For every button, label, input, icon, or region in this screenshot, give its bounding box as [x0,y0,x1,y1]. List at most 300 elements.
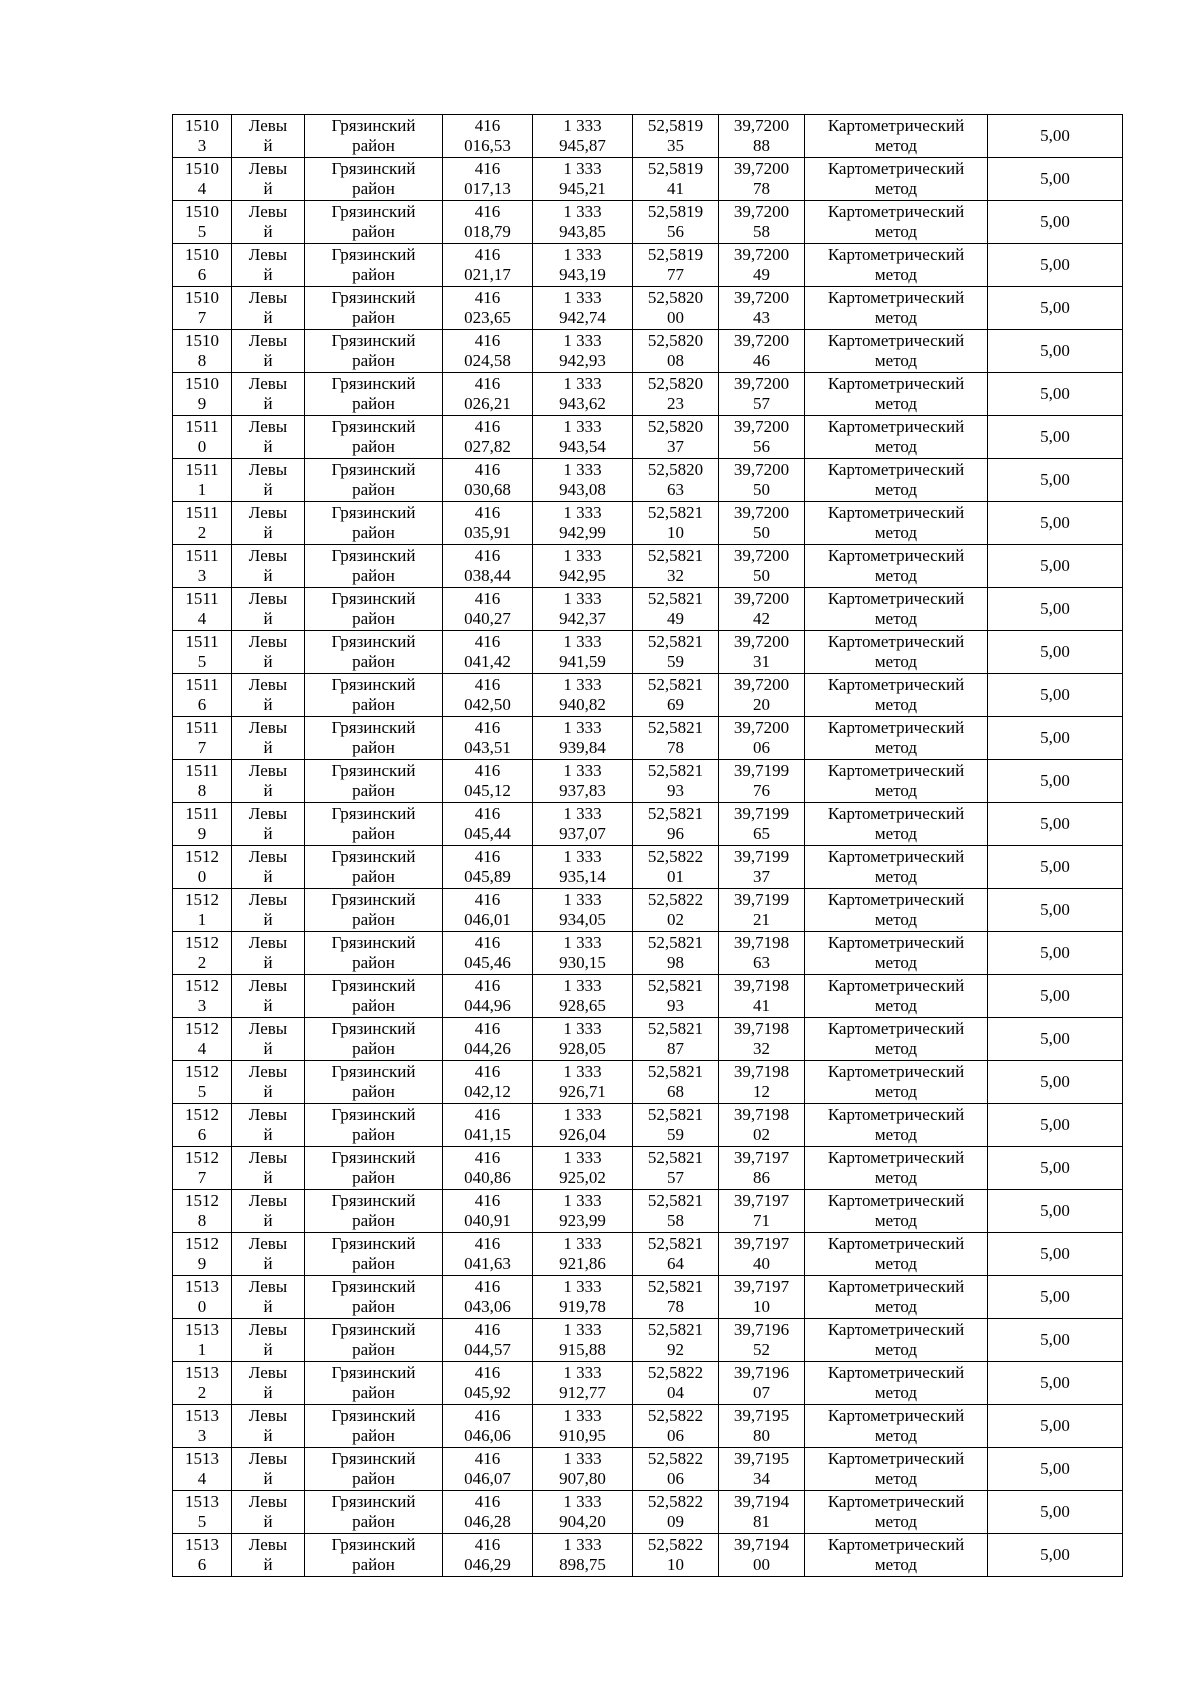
point-number-cell: 1510 7 [173,287,232,330]
table-row [173,287,1123,330]
y-coordinate-cell: 1 333 943,08 [533,459,633,502]
method-cell: Картометрический метод [805,1104,988,1147]
y-coordinate-cell: 1 333 928,05 [533,1018,633,1061]
side-cell: Левы й [232,115,305,158]
table-row [173,502,1123,545]
x-coordinate-cell: 416 044,26 [443,1018,533,1061]
accuracy-cell: 5,00 [988,1061,1123,1104]
longitude-cell: 39,7196 07 [719,1362,805,1405]
point-number-cell: 1511 1 [173,459,232,502]
table-row [173,803,1123,846]
district-cell: Грязинский район [305,1491,443,1534]
longitude-cell: 39,7198 02 [719,1104,805,1147]
method-cell: Картометрический метод [805,760,988,803]
longitude-cell: 39,7199 37 [719,846,805,889]
longitude-cell: 39,7200 43 [719,287,805,330]
district-cell: Грязинский район [305,416,443,459]
accuracy-cell: 5,00 [988,115,1123,158]
table-row [173,244,1123,287]
y-coordinate-cell: 1 333 942,99 [533,502,633,545]
x-coordinate-cell: 416 046,28 [443,1491,533,1534]
side-cell: Левы й [232,588,305,631]
side-cell: Левы й [232,416,305,459]
accuracy-cell: 5,00 [988,1534,1123,1577]
x-coordinate-cell: 416 046,07 [443,1448,533,1491]
table-row [173,717,1123,760]
district-cell: Грязинский район [305,1233,443,1276]
x-coordinate-cell: 416 043,06 [443,1276,533,1319]
method-cell: Картометрический метод [805,674,988,717]
accuracy-cell: 5,00 [988,717,1123,760]
x-coordinate-cell: 416 043,51 [443,717,533,760]
district-cell: Грязинский район [305,803,443,846]
y-coordinate-cell: 1 333 919,78 [533,1276,633,1319]
table-row [173,1491,1123,1534]
y-coordinate-cell: 1 333 942,37 [533,588,633,631]
point-number-cell: 1513 1 [173,1319,232,1362]
point-number-cell: 1511 8 [173,760,232,803]
longitude-cell: 39,7197 71 [719,1190,805,1233]
district-cell: Грязинский район [305,115,443,158]
district-cell: Грязинский район [305,1405,443,1448]
table-row [173,1405,1123,1448]
point-number-cell: 1513 2 [173,1362,232,1405]
district-cell: Грязинский район [305,1018,443,1061]
district-cell: Грязинский район [305,1190,443,1233]
method-cell: Картометрический метод [805,1405,988,1448]
side-cell: Левы й [232,1147,305,1190]
y-coordinate-cell: 1 333 943,85 [533,201,633,244]
accuracy-cell: 5,00 [988,1276,1123,1319]
longitude-cell: 39,7200 50 [719,459,805,502]
x-coordinate-cell: 416 042,12 [443,1061,533,1104]
side-cell: Левы й [232,1362,305,1405]
method-cell: Картометрический метод [805,244,988,287]
side-cell: Левы й [232,1448,305,1491]
y-coordinate-cell: 1 333 937,07 [533,803,633,846]
table-row [173,373,1123,416]
table-row [173,1061,1123,1104]
district-cell: Грязинский район [305,932,443,975]
table-row [173,889,1123,932]
method-cell: Картометрический метод [805,201,988,244]
point-number-cell: 1513 0 [173,1276,232,1319]
accuracy-cell: 5,00 [988,287,1123,330]
latitude-cell: 52,5822 02 [633,889,719,932]
accuracy-cell: 5,00 [988,1104,1123,1147]
point-number-cell: 1511 5 [173,631,232,674]
accuracy-cell: 5,00 [988,889,1123,932]
x-coordinate-cell: 416 041,63 [443,1233,533,1276]
longitude-cell: 39,7194 00 [719,1534,805,1577]
x-coordinate-cell: 416 045,89 [443,846,533,889]
table-row [173,545,1123,588]
accuracy-cell: 5,00 [988,1362,1123,1405]
table-row [173,1362,1123,1405]
method-cell: Картометрический метод [805,1276,988,1319]
point-number-cell: 1510 5 [173,201,232,244]
table-row [173,158,1123,201]
accuracy-cell: 5,00 [988,502,1123,545]
method-cell: Картометрический метод [805,717,988,760]
side-cell: Левы й [232,373,305,416]
y-coordinate-cell: 1 333 926,71 [533,1061,633,1104]
point-number-cell: 1510 9 [173,373,232,416]
method-cell: Картометрический метод [805,1362,988,1405]
table-row [173,115,1123,158]
latitude-cell: 52,5822 10 [633,1534,719,1577]
side-cell: Левы й [232,1319,305,1362]
accuracy-cell: 5,00 [988,545,1123,588]
accuracy-cell: 5,00 [988,373,1123,416]
latitude-cell: 52,5820 23 [633,373,719,416]
method-cell: Картометрический метод [805,502,988,545]
district-cell: Грязинский район [305,588,443,631]
district-cell: Грязинский район [305,889,443,932]
method-cell: Картометрический метод [805,1233,988,1276]
longitude-cell: 39,7194 81 [719,1491,805,1534]
accuracy-cell: 5,00 [988,674,1123,717]
method-cell: Картометрический метод [805,1491,988,1534]
district-cell: Грязинский район [305,717,443,760]
y-coordinate-cell: 1 333 921,86 [533,1233,633,1276]
x-coordinate-cell: 416 040,27 [443,588,533,631]
table-body [173,115,1123,1577]
latitude-cell: 52,5820 08 [633,330,719,373]
district-cell: Грязинский район [305,631,443,674]
accuracy-cell: 5,00 [988,330,1123,373]
method-cell: Картометрический метод [805,416,988,459]
longitude-cell: 39,7198 41 [719,975,805,1018]
latitude-cell: 52,5821 92 [633,1319,719,1362]
y-coordinate-cell: 1 333 910,95 [533,1405,633,1448]
point-number-cell: 1511 3 [173,545,232,588]
method-cell: Картометрический метод [805,459,988,502]
y-coordinate-cell: 1 333 935,14 [533,846,633,889]
point-number-cell: 1511 2 [173,502,232,545]
accuracy-cell: 5,00 [988,1233,1123,1276]
point-number-cell: 1512 3 [173,975,232,1018]
table-row [173,631,1123,674]
longitude-cell: 39,7200 88 [719,115,805,158]
y-coordinate-cell: 1 333 942,93 [533,330,633,373]
accuracy-cell: 5,00 [988,201,1123,244]
longitude-cell: 39,7200 20 [719,674,805,717]
latitude-cell: 52,5819 35 [633,115,719,158]
longitude-cell: 39,7200 49 [719,244,805,287]
table-row [173,1233,1123,1276]
side-cell: Левы й [232,1190,305,1233]
method-cell: Картометрический метод [805,115,988,158]
longitude-cell: 39,7200 50 [719,502,805,545]
y-coordinate-cell: 1 333 898,75 [533,1534,633,1577]
accuracy-cell: 5,00 [988,158,1123,201]
y-coordinate-cell: 1 333 926,04 [533,1104,633,1147]
latitude-cell: 52,5820 00 [633,287,719,330]
x-coordinate-cell: 416 044,57 [443,1319,533,1362]
longitude-cell: 39,7200 58 [719,201,805,244]
latitude-cell: 52,5821 96 [633,803,719,846]
point-number-cell: 1512 7 [173,1147,232,1190]
accuracy-cell: 5,00 [988,631,1123,674]
y-coordinate-cell: 1 333 945,87 [533,115,633,158]
y-coordinate-cell: 1 333 943,54 [533,416,633,459]
district-cell: Грязинский район [305,545,443,588]
x-coordinate-cell: 416 041,42 [443,631,533,674]
side-cell: Левы й [232,1018,305,1061]
accuracy-cell: 5,00 [988,803,1123,846]
method-cell: Картометрический метод [805,846,988,889]
latitude-cell: 52,5822 01 [633,846,719,889]
table-row [173,975,1123,1018]
method-cell: Картометрический метод [805,1534,988,1577]
x-coordinate-cell: 416 024,58 [443,330,533,373]
x-coordinate-cell: 416 018,79 [443,201,533,244]
x-coordinate-cell: 416 045,92 [443,1362,533,1405]
side-cell: Левы й [232,158,305,201]
method-cell: Картометрический метод [805,373,988,416]
point-number-cell: 1512 4 [173,1018,232,1061]
x-coordinate-cell: 416 016,53 [443,115,533,158]
side-cell: Левы й [232,545,305,588]
point-number-cell: 1513 3 [173,1405,232,1448]
longitude-cell: 39,7197 86 [719,1147,805,1190]
latitude-cell: 52,5821 68 [633,1061,719,1104]
point-number-cell: 1512 8 [173,1190,232,1233]
method-cell: Картометрический метод [805,1061,988,1104]
point-number-cell: 1511 9 [173,803,232,846]
latitude-cell: 52,5819 41 [633,158,719,201]
accuracy-cell: 5,00 [988,1319,1123,1362]
accuracy-cell: 5,00 [988,1147,1123,1190]
point-number-cell: 1511 7 [173,717,232,760]
accuracy-cell: 5,00 [988,1491,1123,1534]
latitude-cell: 52,5820 37 [633,416,719,459]
latitude-cell: 52,5821 58 [633,1190,719,1233]
latitude-cell: 52,5821 78 [633,717,719,760]
y-coordinate-cell: 1 333 907,80 [533,1448,633,1491]
side-cell: Левы й [232,889,305,932]
method-cell: Картометрический метод [805,158,988,201]
x-coordinate-cell: 416 042,50 [443,674,533,717]
table-row [173,1018,1123,1061]
district-cell: Грязинский район [305,1147,443,1190]
method-cell: Картометрический метод [805,932,988,975]
accuracy-cell: 5,00 [988,244,1123,287]
table-row [173,674,1123,717]
latitude-cell: 52,5821 87 [633,1018,719,1061]
x-coordinate-cell: 416 045,44 [443,803,533,846]
point-number-cell: 1512 2 [173,932,232,975]
method-cell: Картометрический метод [805,1448,988,1491]
y-coordinate-cell: 1 333 912,77 [533,1362,633,1405]
method-cell: Картометрический метод [805,803,988,846]
x-coordinate-cell: 416 027,82 [443,416,533,459]
latitude-cell: 52,5822 06 [633,1448,719,1491]
district-cell: Грязинский район [305,1104,443,1147]
district-cell: Грязинский район [305,502,443,545]
y-coordinate-cell: 1 333 934,05 [533,889,633,932]
side-cell: Левы й [232,932,305,975]
district-cell: Грязинский район [305,975,443,1018]
point-number-cell: 1513 4 [173,1448,232,1491]
latitude-cell: 52,5821 32 [633,545,719,588]
side-cell: Левы й [232,330,305,373]
longitude-cell: 39,7198 32 [719,1018,805,1061]
longitude-cell: 39,7200 06 [719,717,805,760]
longitude-cell: 39,7199 21 [719,889,805,932]
side-cell: Левы й [232,502,305,545]
point-number-cell: 1513 5 [173,1491,232,1534]
district-cell: Грязинский район [305,158,443,201]
table-row [173,1190,1123,1233]
table-row [173,760,1123,803]
latitude-cell: 52,5822 09 [633,1491,719,1534]
point-number-cell: 1512 5 [173,1061,232,1104]
side-cell: Левы й [232,201,305,244]
side-cell: Левы й [232,760,305,803]
district-cell: Грязинский район [305,1448,443,1491]
longitude-cell: 39,7200 78 [719,158,805,201]
x-coordinate-cell: 416 046,29 [443,1534,533,1577]
accuracy-cell: 5,00 [988,1190,1123,1233]
table-row [173,459,1123,502]
point-number-cell: 1512 6 [173,1104,232,1147]
side-cell: Левы й [232,1405,305,1448]
y-coordinate-cell: 1 333 904,20 [533,1491,633,1534]
longitude-cell: 39,7199 76 [719,760,805,803]
district-cell: Грязинский район [305,244,443,287]
latitude-cell: 52,5821 59 [633,1104,719,1147]
latitude-cell: 52,5821 57 [633,1147,719,1190]
latitude-cell: 52,5821 64 [633,1233,719,1276]
district-cell: Грязинский район [305,287,443,330]
x-coordinate-cell: 416 017,13 [443,158,533,201]
latitude-cell: 52,5820 63 [633,459,719,502]
x-coordinate-cell: 416 045,12 [443,760,533,803]
table-row [173,588,1123,631]
latitude-cell: 52,5821 98 [633,932,719,975]
x-coordinate-cell: 416 045,46 [443,932,533,975]
accuracy-cell: 5,00 [988,1448,1123,1491]
side-cell: Левы й [232,1491,305,1534]
method-cell: Картометрический метод [805,545,988,588]
point-number-cell: 1510 4 [173,158,232,201]
district-cell: Грязинский район [305,1276,443,1319]
latitude-cell: 52,5821 93 [633,975,719,1018]
district-cell: Грязинский район [305,201,443,244]
side-cell: Левы й [232,287,305,330]
latitude-cell: 52,5821 10 [633,502,719,545]
point-number-cell: 1512 0 [173,846,232,889]
x-coordinate-cell: 416 044,96 [443,975,533,1018]
longitude-cell: 39,7198 63 [719,932,805,975]
y-coordinate-cell: 1 333 945,21 [533,158,633,201]
side-cell: Левы й [232,244,305,287]
y-coordinate-cell: 1 333 928,65 [533,975,633,1018]
y-coordinate-cell: 1 333 943,19 [533,244,633,287]
district-cell: Грязинский район [305,846,443,889]
side-cell: Левы й [232,1104,305,1147]
accuracy-cell: 5,00 [988,588,1123,631]
longitude-cell: 39,7200 46 [719,330,805,373]
side-cell: Левы й [232,803,305,846]
point-number-cell: 1513 6 [173,1534,232,1577]
longitude-cell: 39,7200 42 [719,588,805,631]
point-number-cell: 1510 3 [173,115,232,158]
point-number-cell: 1511 6 [173,674,232,717]
longitude-cell: 39,7197 40 [719,1233,805,1276]
table-row [173,330,1123,373]
accuracy-cell: 5,00 [988,1405,1123,1448]
y-coordinate-cell: 1 333 941,59 [533,631,633,674]
latitude-cell: 52,5819 56 [633,201,719,244]
table-row [173,416,1123,459]
longitude-cell: 39,7199 65 [719,803,805,846]
side-cell: Левы й [232,1534,305,1577]
longitude-cell: 39,7195 34 [719,1448,805,1491]
accuracy-cell: 5,00 [988,459,1123,502]
longitude-cell: 39,7197 10 [719,1276,805,1319]
table-row [173,201,1123,244]
longitude-cell: 39,7195 80 [719,1405,805,1448]
x-coordinate-cell: 416 040,86 [443,1147,533,1190]
y-coordinate-cell: 1 333 923,99 [533,1190,633,1233]
x-coordinate-cell: 416 046,01 [443,889,533,932]
y-coordinate-cell: 1 333 937,83 [533,760,633,803]
table-row [173,1104,1123,1147]
point-number-cell: 1510 6 [173,244,232,287]
y-coordinate-cell: 1 333 942,74 [533,287,633,330]
side-cell: Левы й [232,1061,305,1104]
district-cell: Грязинский район [305,674,443,717]
longitude-cell: 39,7198 12 [719,1061,805,1104]
accuracy-cell: 5,00 [988,1018,1123,1061]
accuracy-cell: 5,00 [988,932,1123,975]
latitude-cell: 52,5821 93 [633,760,719,803]
y-coordinate-cell: 1 333 925,02 [533,1147,633,1190]
longitude-cell: 39,7200 57 [719,373,805,416]
method-cell: Картометрический метод [805,889,988,932]
district-cell: Грязинский район [305,1061,443,1104]
accuracy-cell: 5,00 [988,975,1123,1018]
table-row [173,1319,1123,1362]
x-coordinate-cell: 416 021,17 [443,244,533,287]
point-number-cell: 1511 0 [173,416,232,459]
method-cell: Картометрический метод [805,975,988,1018]
longitude-cell: 39,7200 31 [719,631,805,674]
latitude-cell: 52,5819 77 [633,244,719,287]
side-cell: Левы й [232,459,305,502]
method-cell: Картометрический метод [805,1018,988,1061]
district-cell: Грязинский район [305,1362,443,1405]
latitude-cell: 52,5821 78 [633,1276,719,1319]
side-cell: Левы й [232,631,305,674]
side-cell: Левы й [232,1233,305,1276]
district-cell: Грязинский район [305,373,443,416]
table-row [173,1147,1123,1190]
district-cell: Грязинский район [305,760,443,803]
longitude-cell: 39,7200 50 [719,545,805,588]
x-coordinate-cell: 416 041,15 [443,1104,533,1147]
latitude-cell: 52,5822 04 [633,1362,719,1405]
point-number-cell: 1511 4 [173,588,232,631]
side-cell: Левы й [232,1276,305,1319]
accuracy-cell: 5,00 [988,416,1123,459]
x-coordinate-cell: 416 035,91 [443,502,533,545]
side-cell: Левы й [232,674,305,717]
x-coordinate-cell: 416 038,44 [443,545,533,588]
